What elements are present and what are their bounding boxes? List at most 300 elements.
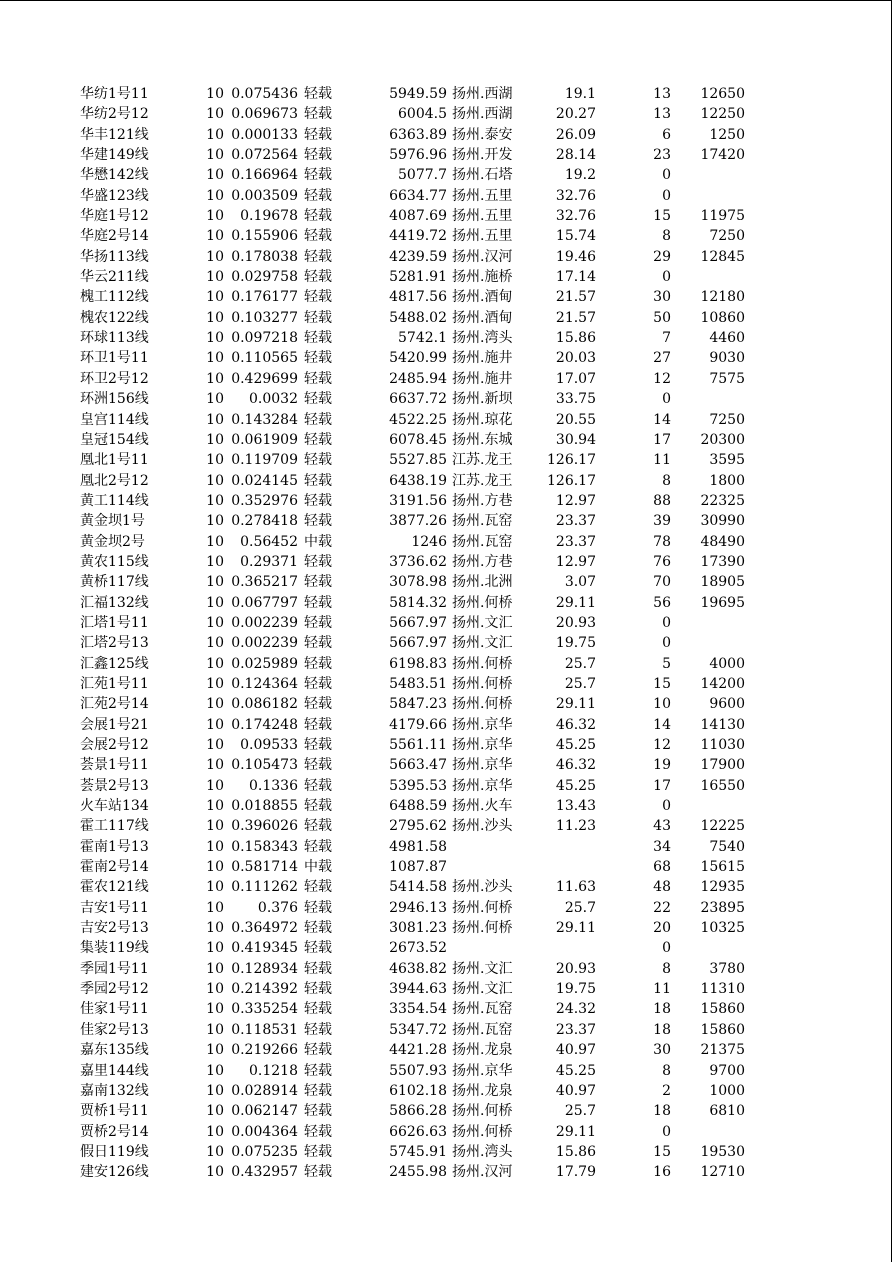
- cell-cnt: 0: [662, 167, 671, 184]
- cell-load: 轻载: [304, 614, 332, 631]
- cell-area: 扬州.龙泉: [452, 1082, 513, 1099]
- cell-volt: 10: [206, 1021, 224, 1038]
- cell-dist: 11.23: [555, 818, 596, 835]
- cell-cap: 2795.62: [389, 818, 447, 835]
- cell-area: 扬州.京华: [452, 737, 513, 753]
- cell-rate: 0.028914: [231, 1082, 298, 1099]
- cell-cnt: 0: [662, 614, 671, 631]
- table-row: [0, 654, 892, 674]
- cell-dist: 45.25: [555, 737, 596, 753]
- table-row: [0, 674, 892, 694]
- cell-name: 华懋142线: [80, 167, 149, 184]
- cell-kva: 19695: [700, 594, 745, 611]
- cell-load: 轻载: [304, 899, 332, 916]
- cell-name: 佳家1号11: [80, 1001, 149, 1018]
- cell-kva: 1800: [709, 472, 745, 489]
- cell-rate: 0.176177: [231, 289, 298, 306]
- cell-kva: 16550: [700, 777, 745, 794]
- cell-name: 汇塔1号11: [80, 614, 149, 631]
- cell-name: 环洲156线: [80, 391, 149, 408]
- cell-cnt: 6: [662, 126, 671, 143]
- cell-cap: 4087.69: [389, 208, 447, 225]
- cell-volt: 10: [206, 655, 224, 672]
- cell-rate: 0.19678: [240, 208, 298, 225]
- cell-dist: [530, 837, 596, 857]
- cell-kva: [676, 1122, 745, 1142]
- cell-area: [452, 857, 525, 877]
- cell-load: 轻载: [304, 492, 332, 509]
- cell-cap: 6438.19: [389, 472, 447, 489]
- cell-kva: 20300: [700, 431, 745, 448]
- cell-kva: 30990: [700, 513, 745, 530]
- cell-kva: 12225: [700, 818, 745, 835]
- cell-volt: 10: [206, 940, 224, 957]
- cell-kva: [676, 613, 745, 633]
- table-row: [0, 1061, 892, 1081]
- table-row: [0, 1020, 892, 1040]
- cell-cnt: 0: [662, 1123, 671, 1140]
- cell-dist: 40.97: [555, 1042, 596, 1059]
- cell-volt: 10: [206, 960, 224, 977]
- cell-volt: 10: [206, 126, 224, 143]
- table-row: [0, 165, 892, 185]
- cell-dist: 17.14: [555, 269, 596, 286]
- cell-dist: 20.27: [555, 106, 596, 123]
- cell-cnt: 11: [653, 981, 671, 998]
- cell-name: 黄农115线: [80, 553, 149, 570]
- cell-kva: 21375: [700, 1042, 745, 1059]
- cell-cap: 3736.62: [389, 553, 447, 570]
- cell-rate: 0.124364: [231, 675, 298, 692]
- table-row: [0, 816, 892, 836]
- cell-load: 轻载: [304, 635, 332, 652]
- cell-load: 轻载: [304, 350, 332, 367]
- cell-dist: 126.17: [547, 472, 596, 489]
- cell-kva: 12250: [700, 106, 745, 123]
- cell-dist: 29.11: [555, 594, 596, 611]
- cell-dist: 12.97: [555, 553, 596, 570]
- cell-cap: 6102.18: [389, 1082, 447, 1099]
- cell-cap: 5507.93: [389, 1062, 447, 1079]
- cell-cap: 5667.97: [389, 614, 447, 631]
- cell-kva: 19530: [700, 1143, 745, 1160]
- cell-load: 轻载: [304, 879, 332, 896]
- cell-area: 扬州.酒甸: [452, 309, 513, 326]
- cell-cnt: 43: [653, 818, 671, 835]
- cell-dist: 15.86: [555, 330, 596, 347]
- cell-load: 中载: [304, 859, 332, 876]
- cell-area: 扬州.施桥: [452, 269, 513, 286]
- cell-rate: 0.097218: [231, 330, 298, 347]
- cell-load: 轻载: [304, 452, 332, 469]
- cell-volt: 10: [206, 1082, 224, 1099]
- cell-cnt: 29: [653, 248, 671, 265]
- cell-volt: 10: [206, 350, 224, 367]
- cell-kva: 12650: [700, 86, 745, 102]
- cell-name: 黄工114线: [80, 492, 149, 509]
- cell-load: 中载: [304, 533, 332, 550]
- cell-area: 扬州.何桥: [452, 1123, 513, 1140]
- cell-cnt: 17: [653, 431, 671, 448]
- cell-volt: 10: [206, 513, 224, 530]
- cell-dist: 19.75: [555, 981, 596, 998]
- cell-volt: 10: [206, 1062, 224, 1079]
- cell-kva: [676, 633, 745, 653]
- cell-cap: 4179.66: [389, 716, 447, 733]
- cell-cnt: 11: [653, 452, 671, 469]
- cell-dist: 25.7: [564, 1103, 596, 1120]
- cell-name: 嘉里144线: [80, 1062, 149, 1079]
- cell-area: 扬州.五里: [452, 228, 513, 245]
- cell-volt: 10: [206, 147, 224, 164]
- cell-rate: 0.365217: [231, 574, 298, 591]
- cell-rate: 0.178038: [231, 248, 298, 265]
- cell-area: 扬州.何桥: [452, 675, 513, 692]
- cell-area: 扬州.何桥: [452, 655, 513, 672]
- cell-kva: [676, 938, 745, 958]
- cell-volt: 10: [206, 309, 224, 326]
- cell-kva: 1250: [709, 126, 745, 143]
- cell-cnt: 18: [653, 1021, 671, 1038]
- cell-name: 吉安2号13: [80, 920, 149, 937]
- cell-volt: 10: [206, 1001, 224, 1018]
- cell-name: 会展2号12: [80, 737, 149, 753]
- cell-volt: 10: [206, 838, 224, 855]
- cell-area: 扬州.五里: [452, 187, 513, 204]
- cell-name: 华扬113线: [80, 248, 149, 265]
- cell-area: 扬州.何桥: [452, 899, 513, 916]
- table-row: [0, 511, 892, 531]
- cell-kva: [676, 267, 745, 287]
- cell-load: 轻载: [304, 594, 332, 611]
- cell-name: 凰北2号12: [80, 472, 149, 489]
- cell-volt: 10: [206, 431, 224, 448]
- cell-dist: 25.7: [564, 675, 596, 692]
- cell-area: 扬州.文汇: [452, 614, 513, 631]
- cell-kva: 3780: [709, 960, 745, 977]
- cell-name: 霍南1号13: [80, 838, 149, 855]
- cell-rate: 0.111262: [231, 879, 298, 896]
- table-row: [0, 125, 892, 145]
- cell-load: 轻载: [304, 106, 332, 123]
- cell-volt: 10: [206, 574, 224, 591]
- cell-volt: 10: [206, 1103, 224, 1120]
- cell-dist: 20.93: [555, 614, 596, 631]
- table-row: [0, 328, 892, 348]
- cell-cnt: 56: [653, 594, 671, 611]
- cell-cnt: 76: [653, 553, 671, 570]
- cell-name: 华纺1号11: [80, 86, 149, 102]
- cell-load: 轻载: [304, 228, 332, 245]
- cell-cnt: 0: [662, 635, 671, 652]
- cell-cap: 5663.47: [389, 757, 447, 774]
- cell-area: 扬州.沙头: [452, 879, 513, 896]
- table-row: [0, 857, 892, 877]
- cell-rate: 0.029758: [231, 269, 298, 286]
- cell-rate: 0.004364: [231, 1123, 298, 1140]
- cell-kva: 15615: [700, 859, 745, 876]
- cell-dist: 19.75: [555, 635, 596, 652]
- cell-area: 扬州.何桥: [452, 920, 513, 937]
- cell-cap: 3877.26: [389, 513, 447, 530]
- cell-dist: 11.63: [555, 879, 596, 896]
- cell-kva: 15860: [700, 1001, 745, 1018]
- cell-cnt: 2: [662, 1082, 671, 1099]
- cell-cap: 6004.5: [398, 106, 447, 123]
- cell-cnt: 10: [653, 696, 671, 713]
- table-row: [0, 735, 892, 755]
- cell-cap: 2485.94: [389, 370, 447, 387]
- cell-cap: 6637.72: [389, 391, 447, 408]
- cell-rate: 0.429699: [231, 370, 298, 387]
- cell-load: 轻载: [304, 208, 332, 225]
- cell-kva: 9700: [709, 1062, 745, 1079]
- cell-area: 扬州.新坝: [452, 391, 513, 408]
- cell-kva: 17900: [700, 757, 745, 774]
- cell-area: 扬州.何桥: [452, 1103, 513, 1120]
- cell-rate: 0.335254: [231, 1001, 298, 1018]
- cell-volt: 10: [206, 86, 224, 102]
- cell-load: 轻载: [304, 798, 332, 815]
- table-row: [0, 877, 892, 897]
- cell-name: 会展1号21: [80, 716, 149, 733]
- cell-cap: 5949.59: [389, 86, 447, 102]
- cell-volt: 10: [206, 1143, 224, 1160]
- cell-load: 轻载: [304, 1123, 332, 1140]
- cell-cap: 6634.77: [389, 187, 447, 204]
- cell-name: 黄金坝2号: [80, 533, 145, 550]
- table-row: [0, 938, 892, 958]
- cell-dist: 29.11: [555, 696, 596, 713]
- cell-volt: 10: [206, 696, 224, 713]
- cell-kva: 9600: [709, 696, 745, 713]
- cell-cnt: 48: [653, 879, 671, 896]
- table-row: [0, 572, 892, 592]
- cell-dist: 45.25: [555, 1062, 596, 1079]
- cell-cnt: 12: [653, 737, 671, 753]
- table-row: [0, 104, 892, 124]
- cell-load: 轻载: [304, 1143, 332, 1160]
- cell-kva: [676, 389, 745, 409]
- table-row: [0, 796, 892, 816]
- cell-dist: 3.07: [564, 574, 596, 591]
- cell-dist: 21.57: [555, 309, 596, 326]
- cell-rate: 0.1336: [249, 777, 298, 794]
- cell-area: 扬州.文汇: [452, 960, 513, 977]
- cell-volt: 10: [206, 818, 224, 835]
- cell-rate: 0.103277: [231, 309, 298, 326]
- cell-rate: 0.086182: [231, 696, 298, 713]
- cell-cap: 3354.54: [389, 1001, 447, 1018]
- cell-rate: 0.155906: [231, 228, 298, 245]
- cell-area: 扬州.何桥: [452, 696, 513, 713]
- cell-cap: 5527.85: [389, 452, 447, 469]
- cell-cap: 4522.25: [389, 411, 447, 428]
- cell-cap: 5077.7: [398, 167, 447, 184]
- cell-volt: 10: [206, 330, 224, 347]
- cell-load: 轻载: [304, 330, 332, 347]
- cell-cnt: 88: [653, 492, 671, 509]
- cell-rate: 0.278418: [231, 513, 298, 530]
- cell-cap: 5395.53: [389, 777, 447, 794]
- cell-rate: 0.166964: [231, 167, 298, 184]
- cell-name: 火车站134: [80, 798, 149, 815]
- cell-kva: 11310: [700, 981, 745, 998]
- cell-area: 扬州.文汇: [452, 981, 513, 998]
- cell-cnt: 27: [653, 350, 671, 367]
- cell-rate: 0.1218: [249, 1062, 298, 1079]
- cell-rate: 0.143284: [231, 411, 298, 428]
- table-row: [0, 186, 892, 206]
- cell-name: 霍南2号14: [80, 859, 149, 876]
- table-row: [0, 776, 892, 796]
- cell-cap: 6626.63: [389, 1123, 447, 1140]
- cell-dist: 20.93: [555, 960, 596, 977]
- cell-dist: 15.74: [555, 228, 596, 245]
- cell-cnt: 12: [653, 370, 671, 387]
- table-row: [0, 613, 892, 633]
- cell-rate: 0.214392: [231, 981, 298, 998]
- cell-volt: 10: [206, 594, 224, 611]
- cell-name: 华云211线: [80, 269, 149, 286]
- cell-load: 轻载: [304, 167, 332, 184]
- cell-rate: 0.158343: [231, 838, 298, 855]
- cell-area: 江苏.龙王: [452, 452, 513, 469]
- table-row: [0, 715, 892, 735]
- cell-area: 扬州.西湖: [452, 86, 513, 102]
- cell-cap: 6078.45: [389, 431, 447, 448]
- cell-rate: 0.024145: [231, 472, 298, 489]
- cell-rate: 0.061909: [231, 431, 298, 448]
- cell-cnt: 14: [653, 411, 671, 428]
- cell-volt: 10: [206, 289, 224, 306]
- cell-area: 扬州.京华: [452, 777, 513, 794]
- cell-area: 扬州.文汇: [452, 635, 513, 652]
- table-row: [0, 959, 892, 979]
- table-row: [0, 999, 892, 1019]
- cell-rate: 0.219266: [231, 1042, 298, 1059]
- cell-area: 扬州.京华: [452, 1062, 513, 1079]
- table-row: [0, 1162, 892, 1182]
- cell-dist: 25.7: [564, 655, 596, 672]
- cell-cap: 3944.63: [389, 981, 447, 998]
- cell-cnt: 39: [653, 513, 671, 530]
- table-row: [0, 145, 892, 165]
- cell-volt: 10: [206, 370, 224, 387]
- cell-kva: 11975: [700, 208, 745, 225]
- cell-cap: 5847.23: [389, 696, 447, 713]
- cell-area: 扬州.北洲: [452, 574, 513, 591]
- cell-cnt: 8: [662, 1062, 671, 1079]
- cell-kva: 23895: [700, 899, 745, 916]
- cell-cap: 5420.99: [389, 350, 447, 367]
- cell-cap: 5976.96: [389, 147, 447, 164]
- cell-volt: 10: [206, 452, 224, 469]
- table-row: [0, 450, 892, 470]
- cell-load: 轻载: [304, 370, 332, 387]
- cell-cap: 5414.58: [389, 879, 447, 896]
- cell-volt: 10: [206, 635, 224, 652]
- cell-volt: 10: [206, 106, 224, 123]
- cell-load: 轻载: [304, 920, 332, 937]
- cell-cnt: 0: [662, 940, 671, 957]
- cell-kva: 7250: [709, 411, 745, 428]
- cell-rate: 0.29371: [240, 553, 298, 570]
- cell-dist: 46.32: [555, 716, 596, 733]
- cell-load: 轻载: [304, 1042, 332, 1059]
- cell-volt: 10: [206, 757, 224, 774]
- cell-cnt: 8: [662, 960, 671, 977]
- cell-load: 轻载: [304, 553, 332, 570]
- cell-load: 轻载: [304, 737, 332, 753]
- cell-cnt: 18: [653, 1001, 671, 1018]
- cell-area: 扬州.五里: [452, 208, 513, 225]
- cell-kva: 22325: [700, 492, 745, 509]
- cell-cnt: 16: [653, 1164, 671, 1181]
- cell-area: 扬州.酒甸: [452, 289, 513, 306]
- cell-cnt: 22: [653, 899, 671, 916]
- cell-area: 扬州.瓦窑: [452, 513, 513, 530]
- cell-kva: 17420: [700, 147, 745, 164]
- cell-kva: 9030: [709, 350, 745, 367]
- cell-load: 轻载: [304, 147, 332, 164]
- cell-area: 扬州.方巷: [452, 492, 513, 509]
- cell-load: 轻载: [304, 472, 332, 489]
- table-row: [0, 1101, 892, 1121]
- cell-name: 贾桥2号14: [80, 1123, 149, 1140]
- cell-name: 华丰121线: [80, 126, 149, 143]
- cell-rate: 0.002239: [231, 614, 298, 631]
- cell-load: 轻载: [304, 1021, 332, 1038]
- cell-name: 季园2号12: [80, 981, 149, 998]
- cell-kva: 12845: [700, 248, 745, 265]
- table-row: [0, 593, 892, 613]
- cell-name: 荟景2号13: [80, 777, 149, 794]
- cell-load: 轻载: [304, 940, 332, 957]
- cell-cnt: 8: [662, 472, 671, 489]
- cell-area: 扬州.施井: [452, 350, 513, 367]
- cell-cap: 5745.91: [389, 1143, 447, 1160]
- cell-load: 轻载: [304, 187, 332, 204]
- cell-dist: 19.2: [564, 167, 596, 184]
- cell-name: 佳家2号13: [80, 1021, 149, 1038]
- cell-load: 轻载: [304, 675, 332, 692]
- cell-dist: 24.32: [555, 1001, 596, 1018]
- cell-name: 环卫1号11: [80, 350, 149, 367]
- cell-volt: 10: [206, 187, 224, 204]
- cell-rate: 0.352976: [231, 492, 298, 509]
- cell-volt: 10: [206, 1123, 224, 1140]
- cell-load: 轻载: [304, 431, 332, 448]
- cell-rate: 0.432957: [231, 1164, 298, 1181]
- cell-rate: 0.067797: [231, 594, 298, 611]
- cell-kva: 14200: [700, 675, 745, 692]
- cell-name: 华庭1号12: [80, 208, 149, 225]
- cell-cap: 4981.58: [389, 838, 447, 855]
- cell-name: 汇苑2号14: [80, 696, 149, 713]
- cell-area: 扬州.火车: [452, 798, 513, 815]
- cell-volt: 10: [206, 553, 224, 570]
- cell-dist: 13.43: [555, 798, 596, 815]
- cell-name: 嘉南132线: [80, 1082, 149, 1099]
- cell-volt: 10: [206, 675, 224, 692]
- cell-volt: 10: [206, 208, 224, 225]
- cell-rate: 0.376: [257, 899, 298, 916]
- cell-kva: 48490: [700, 533, 745, 550]
- cell-rate: 0.174248: [231, 716, 298, 733]
- cell-kva: 7575: [709, 370, 745, 387]
- cell-load: 轻载: [304, 716, 332, 733]
